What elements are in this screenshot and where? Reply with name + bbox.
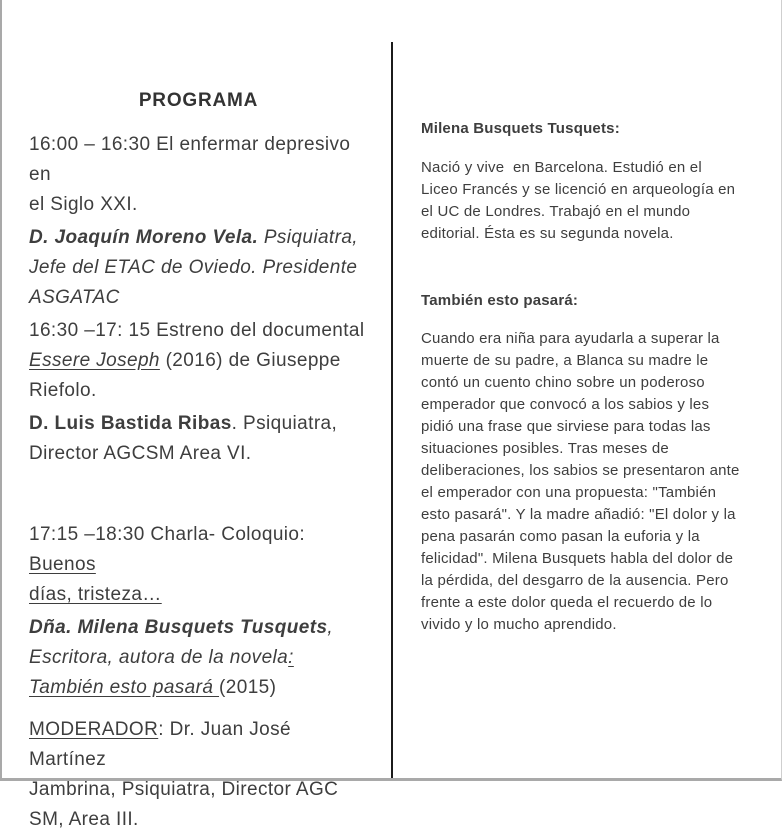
text-segment: el emperador con una propuesta: "También xyxy=(421,484,717,501)
text-segment: Riefolo. xyxy=(29,380,97,401)
text-line xyxy=(421,372,763,394)
text-segment: También esto pasará: xyxy=(421,292,579,309)
speaker-3 xyxy=(29,613,368,703)
text-segment: ASGATAC xyxy=(29,287,120,308)
text-line xyxy=(421,614,763,636)
text-segment: contó un cuento chino sobre un poderoso xyxy=(421,374,705,391)
text-line xyxy=(421,328,763,350)
bio-heading xyxy=(421,118,763,140)
text-line xyxy=(421,548,763,570)
text-segment: el Siglo XXI. xyxy=(29,194,138,215)
text-line xyxy=(421,201,763,223)
text-line xyxy=(29,673,368,703)
novel-text xyxy=(421,328,763,636)
text-line xyxy=(421,570,763,592)
spacer xyxy=(29,706,368,715)
text-segment: la pérdida, del desgarro de la ausencia. Pero xyxy=(421,572,729,589)
text-segment: Director AGCSM Area VI. xyxy=(29,443,252,464)
text-segment: pidió una frase que sirviese para todas las xyxy=(421,418,711,435)
text-line xyxy=(29,643,368,673)
text-line xyxy=(421,350,763,372)
text-line xyxy=(29,283,368,313)
text-segment: frente a este dolor queda el recuerdo de lo xyxy=(421,594,713,611)
left-column-program xyxy=(2,0,392,830)
text-segment: deliberaciones, los sabios se presentaron ante xyxy=(421,462,740,479)
text-line xyxy=(29,253,368,283)
text-segment: Essere Joseph xyxy=(29,350,160,371)
speaker-2 xyxy=(29,409,368,469)
bio-text xyxy=(421,157,763,245)
text-segment: : Dr. Juan José Martínez xyxy=(29,719,297,770)
text-segment: D. Joaquín Moreno Vela. xyxy=(29,227,259,248)
text-segment: editorial. Ésta es su segunda novela. xyxy=(421,225,674,242)
text-segment: Buenos xyxy=(29,554,96,575)
text-segment: Jefe del ETAC de Oviedo. Presidente xyxy=(29,257,358,278)
text-line xyxy=(421,223,763,245)
text-segment: 16:00 – 16:30 El enfermar depresivo en xyxy=(29,134,357,185)
text-segment: MODERADOR xyxy=(29,719,159,740)
session-1 xyxy=(29,130,368,220)
text-line xyxy=(29,316,368,346)
text-line xyxy=(29,376,368,406)
text-segment: Milena Busquets Tusquets: xyxy=(421,120,620,137)
text-segment: (2015) xyxy=(219,677,277,698)
text-line xyxy=(29,613,368,643)
spacer xyxy=(29,472,368,520)
novel-heading xyxy=(421,290,763,312)
text-segment: situaciones posibles. Tras meses de xyxy=(421,440,669,457)
text-segment: Jambrina, Psiquiatra, Director AGC xyxy=(29,779,339,800)
text-line xyxy=(421,504,763,526)
session-2 xyxy=(29,316,368,406)
moderator xyxy=(29,715,368,835)
speaker-1 xyxy=(29,223,368,313)
text-segment: 16:30 –17: 15 Estreno del documental xyxy=(29,320,365,341)
text-line xyxy=(421,157,763,179)
text-line xyxy=(421,592,763,614)
text-segment: D. Luis Bastida Ribas xyxy=(29,413,232,434)
text-segment: emperador que convocó a los sabios y les xyxy=(421,396,710,413)
text-segment: Psiquiatra, xyxy=(258,227,358,248)
text-line xyxy=(421,394,763,416)
text-segment: Escritora, autora de la novela xyxy=(29,647,289,668)
text-segment: . Psiquiatra, xyxy=(231,413,338,434)
text-line xyxy=(421,482,763,504)
text-segment: , xyxy=(327,617,334,638)
text-line xyxy=(29,439,368,469)
right-column-content xyxy=(421,118,763,636)
text-segment: felicidad". Milena Busquets habla del dolor de xyxy=(421,550,734,567)
text-segment: 17:15 –18:30 Charla- Coloquio: xyxy=(29,524,311,545)
text-segment: muerte de su padre, a Blanca su madre le xyxy=(421,352,709,369)
column-divider-line xyxy=(391,42,393,778)
text-segment: SM, Area III. xyxy=(29,809,139,830)
text-segment: pena pasarán como pasan la euforia y la xyxy=(421,528,700,545)
text-segment: Dña. Milena Busquets Tusquets xyxy=(29,617,328,638)
text-segment: Nació y vive en Barcelona. Estudió en el xyxy=(421,159,702,176)
text-segment: También esto pasará xyxy=(29,677,220,698)
text-line xyxy=(29,715,368,775)
text-segment: el UC de Londres. Trabajó en el mundo xyxy=(421,203,691,220)
text-line xyxy=(421,460,763,482)
text-line xyxy=(421,438,763,460)
text-segment: esto pasará". Y la madre añadió: "El dolor y la xyxy=(421,506,736,523)
text-segment: vivido y lo mucho aprendido. xyxy=(421,616,617,633)
text-line xyxy=(29,190,368,220)
program-title: PROGRAMA xyxy=(138,90,259,111)
text-line xyxy=(421,290,763,312)
text-line xyxy=(421,179,763,201)
text-line xyxy=(29,409,368,439)
spacer xyxy=(421,140,763,157)
text-line xyxy=(421,118,763,140)
text-line xyxy=(29,805,368,835)
text-segment: (2016) de Giuseppe xyxy=(159,350,341,371)
text-segment: : xyxy=(288,647,294,668)
text-line xyxy=(29,580,368,610)
text-line xyxy=(421,416,763,438)
text-line xyxy=(421,526,763,548)
text-line xyxy=(29,775,368,805)
text-line xyxy=(29,346,368,376)
text-line xyxy=(29,223,368,253)
right-column-bios xyxy=(392,0,781,778)
text-line xyxy=(29,520,368,580)
session-3 xyxy=(29,520,368,610)
text-segment: Cuando era niña para ayudarla a superar la xyxy=(421,330,720,347)
text-segment: Liceo Francés y se licenció en arqueología en xyxy=(421,181,736,198)
text-segment: días, tristeza… xyxy=(29,584,162,605)
spacer xyxy=(421,312,763,328)
spacer xyxy=(421,245,763,290)
text-line xyxy=(29,130,368,190)
left-column-content xyxy=(29,130,368,835)
